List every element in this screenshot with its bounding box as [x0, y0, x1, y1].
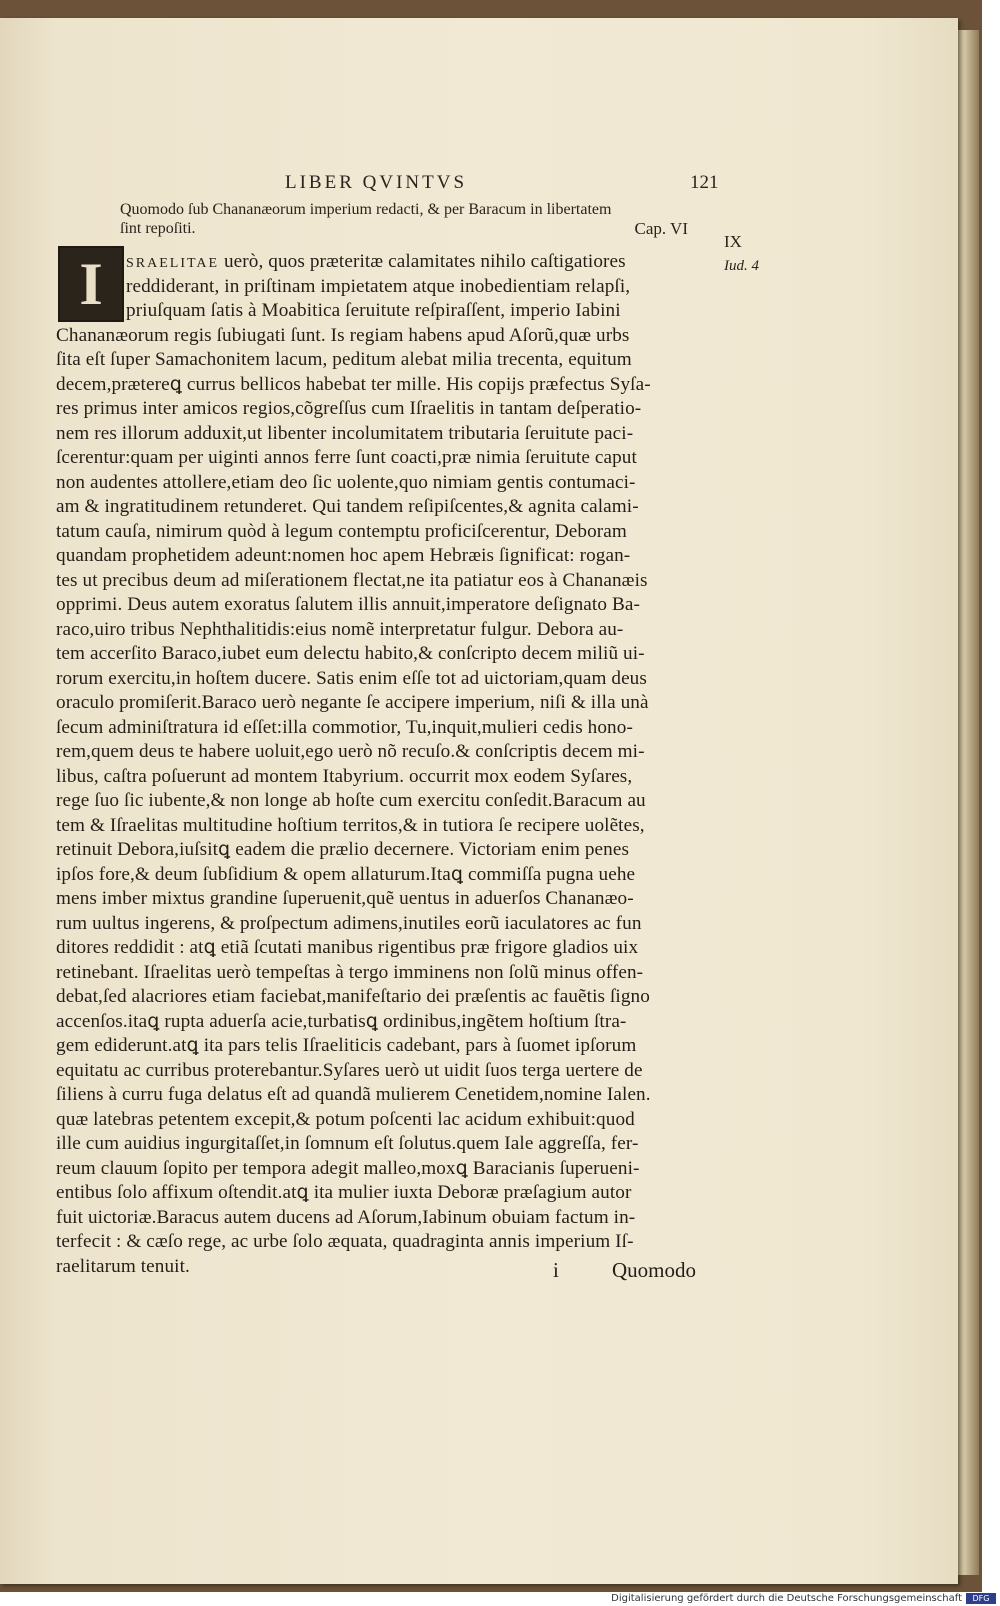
running-head — [0, 172, 958, 198]
body-line: libus, caſtra poſuerunt ad montem Itabyrium. occurrit mox eodem Syſares, — [56, 765, 633, 787]
body-line: mens imber mixtus grandine ſuperuenit,quẽ uentus in aduerſos Chananæo- — [56, 888, 634, 909]
body-line: accenſos.itaꝗ rupta aduerſa acie,turbatisꝗ ordinibus,ingẽtem hoſtium ſtra- — [56, 1010, 627, 1032]
body-line: non audentes attollere,etiam deo ſic uolente,quo nimiam gentis contumaci- — [56, 471, 636, 493]
first-word: SRAELITAE — [126, 256, 220, 271]
body-line: rum uultus ingerens, & proſpectum adimens,inutiles eorũ iaculatores ac fun — [56, 912, 642, 934]
dfg-logo: DFG — [966, 1593, 996, 1604]
body-line: retinuit Debora,iuſsitꝗ eadem die prælio decernere. Victoriam enim penes — [56, 839, 630, 860]
body-line: terfecit : & cæſo rege, ac urbe ſolo æquata, quadraginta annis imperium Iſ- — [56, 1231, 634, 1252]
margin-note-year: IX — [724, 232, 742, 251]
body-line: equitatu ac curribus proterebantur.Syſares uerò ut uidit ſuos terga uertere de — [56, 1059, 643, 1081]
footer-credit: Digitalisierung gefördert durch die Deutsche Forschungsgemeinschaft — [611, 1593, 962, 1604]
body-line: tatum cauſa, nimirum quòd à legum contemptu proficiſcerentur, Deboram — [56, 520, 627, 542]
body-line: ſcerentur:quam per uiginti annos ferre ſunt coacti,præ nimia ſeruitute caput — [56, 447, 637, 468]
body-line: quandam prophetidem adeunt:nomen hoc apem Hebræis ſignificat: rogan- — [56, 545, 631, 566]
body-line: reddiderant, in priſtinam impietatem atque inobedientiam relapſi, — [126, 275, 631, 297]
body-line-first — [56, 250, 716, 275]
body-text — [56, 250, 716, 1279]
body-line: gem ediderunt.atꝗ ita pars telis Iſraeliticis cadebant, pars à ſuomet ipſorum — [56, 1035, 637, 1056]
body-line: tes ut precibus deum ad miſerationem flectat,ne ita patiatur eos à Chananæis — [56, 569, 648, 591]
body-line: raelitarum tenuit. — [56, 1255, 190, 1277]
body-line: fuit uictoriæ.Baracus autem ducens ad Aſorum,Iabinum obuiam factum in- — [56, 1206, 636, 1228]
body-line: tem & Iſraelitas multitudine hoſtium territos,& in tutiora ſe recipere uolẽtes, — [56, 814, 645, 836]
body-line: reum clauum ſopito per tempora adegit malleo,moxꝗ Baracianis ſuperueni- — [56, 1157, 640, 1179]
body-line: debat,ſed alacriores etiam faciebat,manifeſtario dei præſentis ac fauẽtis ſigno — [56, 986, 650, 1007]
body-line: retinebant. Iſraelitas uerò tempeſtas à tergo imminens non ſolũ minus offen- — [56, 961, 644, 983]
margin-note-reference: Iud. 4 — [724, 258, 759, 274]
body-line: ditores reddidit : atꝗ etiã ſcutati manibus rigentibus præ frigore gladios uix — [56, 937, 639, 958]
chapter-heading-line-2: ſint repoſiti. — [120, 220, 196, 237]
body-line: opprimi. Deus autem exoratus ſalutem illis annuit,imperatore deſignato Ba- — [56, 594, 640, 615]
body-line: rorum exercitu,in hoſtem ducere. Satis enim eſſe tot ad uictoriam,quam deus — [56, 667, 647, 689]
footer — [0, 1592, 1000, 1606]
running-head-title: LIBER QVINTVS — [285, 172, 468, 193]
page-edges — [955, 30, 979, 1575]
body-line: rem,quem deus te habere uoluit,ego uerò nõ recuſo.& conſcriptis decem mi- — [56, 741, 645, 762]
first-line-rest: uerò, quos præteritæ calamitates nihilo caſtigatiores — [219, 251, 626, 272]
body-line: ipſos fore,& deum ſubſidium & opem allaturum.Itaꝗ commiſſa pugna uehe — [56, 863, 636, 885]
body-line: ſecum adminiſtratura id eſſet:illa commotior, Tu,inquit,mulieri cedis hono- — [56, 716, 633, 738]
body-line: nem res illorum adduxit,ut libenter incolumitatem tributaria ſeruitute paci- — [56, 422, 634, 444]
body-line: rege ſuo ſic iubente,& non longe ab hoſte cum exercitu conſedit.Baracum au — [56, 790, 646, 811]
body-line: am & ingratitudinem retunderet. Qui tandem reſipiſcentes,& agnita calami- — [56, 496, 639, 517]
body-line: ille cum auidius ingurgitaſſet,in ſomnum eſt ſolutus.quem Iale aggreſſa, fer- — [56, 1133, 639, 1154]
body-line: raco,uiro tribus Nephthalitidis:eius nomẽ interpretatur fulgur. Debora au- — [56, 618, 624, 640]
body-line: oraculo promiſerit.Baraco uerò negante ſe accipere imperium, niſi & illa unà — [56, 692, 649, 713]
decorated-initial-letter: I — [79, 251, 103, 317]
body-line: ſita eſt ſuper Samachonitem lacum, peditum alebat milia trecenta, equitum — [56, 349, 632, 370]
body-line: Chananæorum regis ſubiugati ſunt. Is regiam habens apud Aſorũ,quæ urbs — [56, 324, 630, 346]
chapter-heading-line-1: Quomodo ſub Chananæorum imperium redacti, & per Baracum in libertatem — [120, 201, 612, 218]
body-line: priuſquam ſatis à Moabitica ſeruitute reſpiraſſent, imperio Iabini — [126, 300, 621, 321]
page-number: 121 — [690, 172, 719, 193]
body-line: tem accerſito Baraco,iubet eum delectu habito,& conſcripto decem miliũ ui- — [56, 643, 645, 664]
signature-mark: i — [553, 1258, 559, 1282]
chapter-number: Cap. VI — [634, 219, 688, 238]
body-line: entibus ſolo affixum oſtendit.atꝗ ita mulier iuxta Deboræ præſagium autor — [56, 1182, 632, 1203]
chapter-heading — [120, 200, 688, 238]
book-page — [0, 18, 958, 1584]
body-line: res primus inter amicos regios,cõgreſſus cum Iſraelitis in tantam deſperatio- — [56, 398, 642, 419]
body-line: ſiliens à curru fuga delatus eſt ad quandã mulierem Cenetidem,nomine Ialen. — [56, 1084, 651, 1105]
catchword: Quomodo — [612, 1258, 696, 1282]
body-line: decem,prætereꝗ currus bellicos habebat ter mille. His copijs præfectus Syſa- — [56, 373, 651, 395]
body-line: quæ latebras petentem excepit,& potum poſcenti lac acidum exhibuit:quod — [56, 1108, 635, 1130]
